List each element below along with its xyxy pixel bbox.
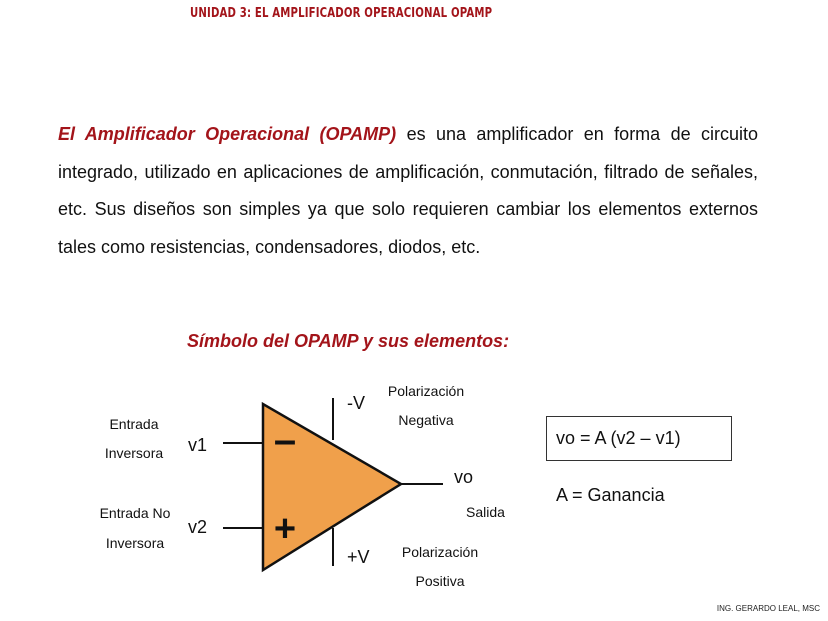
gain-formula-box [546,416,732,461]
neg-polarization-label-line2: Negativa [398,412,454,428]
noninverting-input-label-line2: Inversora [105,535,165,551]
symbol-section-title: Símbolo del OPAMP y sus elementos: [187,331,510,351]
noninverting-input-label-line1: Entrada No [99,505,171,521]
output-label: vo [454,467,474,487]
minus-sign: – [273,418,297,462]
inverting-input-label-line1: Entrada [109,416,159,432]
pos-polarization-label-line2: Positiva [415,573,465,589]
author-footer: ING. GERARDO LEAL, MSC [716,604,820,613]
pos-supply-label: +V [347,547,370,567]
v2-label: v2 [188,517,208,537]
gain-formula: vo = A (v2 – v1) [556,428,681,448]
intro-text: es una amplificador en forma de circuito integrado, utilizado en aplicaciones de amplificación, conmutación, filtrado de señales, etc. Sus diseños son simples ya que solo requieren cambiar los elementos externos tales como resistencias, condensadores, diodos, etc. [58,124,758,257]
v1-label: v1 [188,435,208,455]
neg-polarization-label-line1: Polarización [387,383,465,399]
neg-supply-label: -V [347,393,365,413]
gain-definition: A = Ganancia [556,485,665,505]
page-header-title: UNIDAD 3: EL AMPLIFICADOR OPERACIONAL OPAMP [190,6,493,21]
pos-polarization-label-line1: Polarización [401,544,479,560]
output-description: Salida [466,504,505,520]
plus-sign: + [273,508,297,550]
inverting-input-label-line2: Inversora [104,445,164,461]
opamp-term: El Amplificador Operacional (OPAMP) [58,124,397,144]
